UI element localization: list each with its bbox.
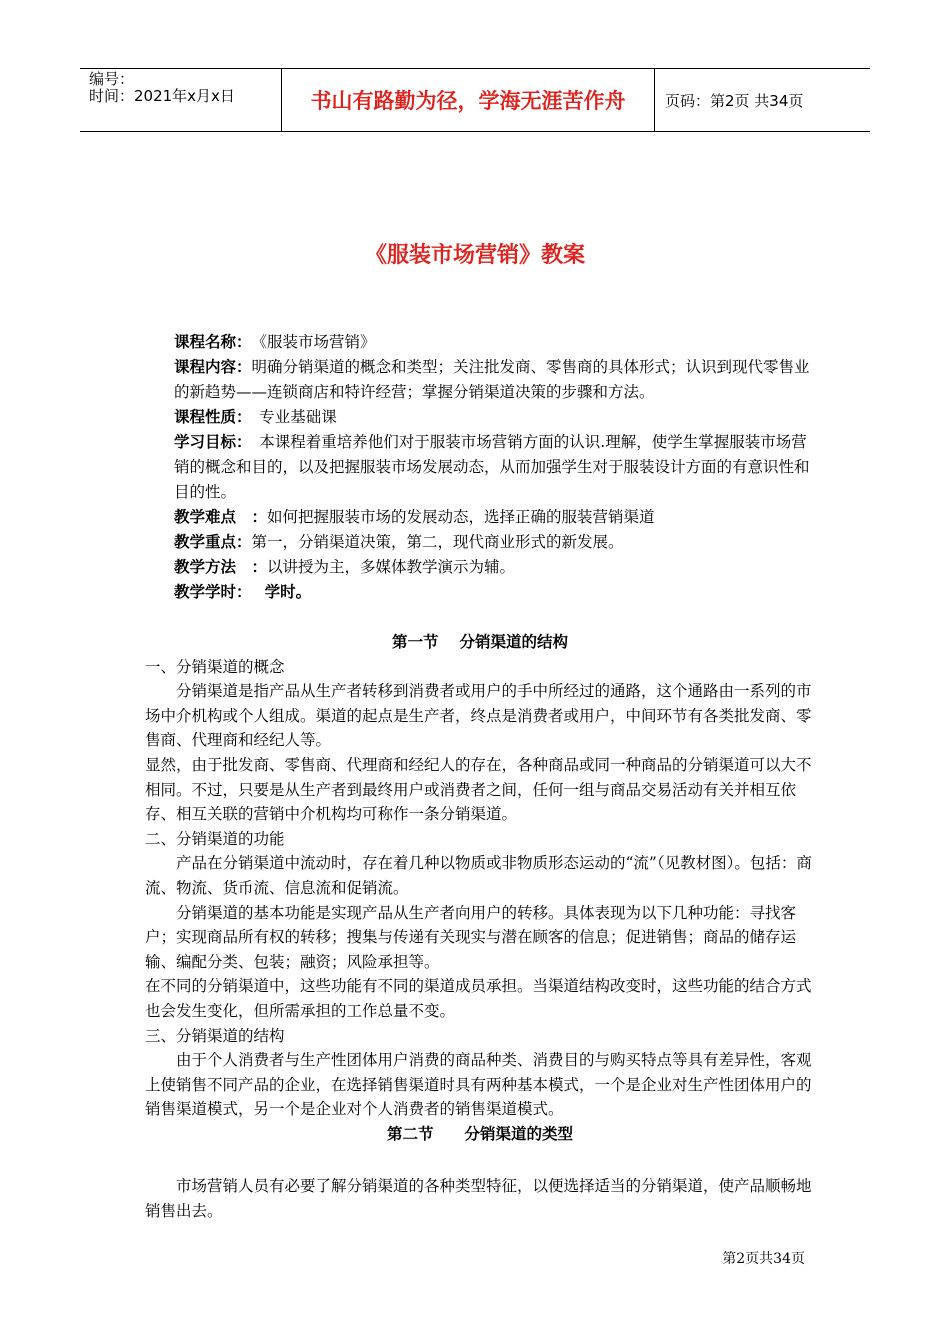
info-label: 课程名称： — [174, 333, 244, 351]
info-label: 教学难点 ： — [174, 508, 268, 526]
info-course-nature — [174, 405, 814, 430]
course-info — [174, 330, 814, 605]
info-text: 明确分销渠道的概念和类型；关注批发商、零售商的具体形式；认识到现代零售业的新趋势——连锁商店和特许经营；掌握分销渠道决策的步骤和方法。 — [174, 358, 810, 401]
paragraph: 产品在分销渠道中流动时，存在着几种以物质或非物质形态运动的“流”（见教材图）。包括：商流、物流、货币流、信息流和促销流。 — [145, 854, 812, 897]
info-learning-goal — [174, 430, 814, 505]
info-text: 专业基础课 — [243, 408, 337, 426]
spacer — [145, 1146, 815, 1174]
paragraph: 显然，由于批发商、零售商、代理商和经纪人的存在，各种商品或同一种商品的分销渠道可以大不相同。不过，只要是从生产者到最终用户或消费者之间，任何一组与商品交易活动有关并相互依存、相互关联的营销中介机构均可称作一条分销渠道。 — [145, 755, 812, 824]
section1-heading: 第一节 分销渠道的结构 — [392, 633, 568, 651]
info-text: 第一，分销渠道决策，第二，现代商业形式的新发展。 — [251, 533, 624, 551]
info-text: 如何把握服装市场的发展动态，选择正确的服装营销渠道 — [267, 508, 655, 526]
paragraph: 分销渠道的基本功能是实现产品从生产者向用户的转移。具体表现为以下几种功能：寻找客户；实现商品所有权的转移；搜集与传递有关现实与潜在顾客的信息；促进销售；商品的储存运输、编配分类、包装；融资；风险承担等。 — [145, 903, 797, 971]
section1-sub3: 三、分销渠道的结构 — [145, 1026, 285, 1045]
paragraph: 市场营销人员有必要了解分销渠道的各种类型特征，以便选择适当的分销渠道，使产品顺畅地销售出去。 — [145, 1177, 812, 1221]
document-body — [145, 630, 815, 1224]
header-meta — [80, 69, 282, 131]
info-label: 课程内容： — [174, 358, 252, 376]
info-text: 以讲授为主，多媒体教学演示为辅。 — [267, 558, 516, 576]
info-hours — [174, 580, 814, 605]
paragraph: 分销渠道是指产品从生产者转移到消费者或用户的手中所经过的通路，这个通路由一系列的市场中介机构或个人组成。渠道的起点是生产者，终点是消费者或用户，中间环节有各类批发商、零售商、代理商和经纪人等。 — [145, 682, 812, 750]
info-label: 教学方法 ： — [174, 558, 268, 576]
info-label: 教学重点： — [174, 533, 252, 551]
info-text: 本课程着重培养他们对于服装市场营销方面的认识.理解，使学生掌握服装市场营销的概念和目的，以及把握服装市场发展动态，从而加强学生对于服装设计方面的有意识性和目的性。 — [174, 433, 810, 501]
info-label: 学习目标： — [174, 433, 244, 451]
info-text: 《服装市场营销》 — [243, 333, 376, 351]
header-page-label: 页码：第2页 共34页 — [665, 91, 804, 110]
paragraph: 由于个人消费者与生产性团体用户消费的商品种类、消费目的与购买特点等具有差异性，客观上使销售不同产品的企业，在选择销售渠道时具有两种基本模式，一个是企业对生产性团体用户的销售渠道模式，另一个是企业对个人消费者的销售渠道模式。 — [145, 1051, 812, 1119]
section2-heading: 第二节 分销渠道的类型 — [386, 1124, 573, 1143]
document-title: 《服装市场营销》教案 — [364, 243, 585, 268]
header-motto: 书山有路勤为径，学海无涯苦作舟 — [282, 69, 655, 131]
info-label: 课程性质： — [174, 408, 244, 426]
info-key-points — [174, 530, 814, 555]
info-difficulty — [174, 505, 814, 530]
number-label: 编号： — [89, 70, 135, 88]
info-course-content — [174, 355, 814, 405]
section1-sub1: 一、分销渠道的概念 — [145, 657, 285, 676]
info-method — [174, 555, 814, 580]
time-label: 时间：2021年x月x日 — [89, 87, 235, 105]
section1-sub2: 二、分销渠道的功能 — [145, 829, 285, 848]
page-header — [80, 68, 870, 132]
info-course-name — [174, 330, 814, 355]
paragraph: 在不同的分销渠道中，这些功能有不同的渠道成员承担。当渠道结构改变时，这些功能的结合方式也会发生变化，但所需承担的工作总量不变。 — [145, 977, 812, 1020]
info-label: 教学学时： 学时。 — [174, 583, 312, 601]
page-footer: 第2页共34页 — [722, 1251, 805, 1267]
